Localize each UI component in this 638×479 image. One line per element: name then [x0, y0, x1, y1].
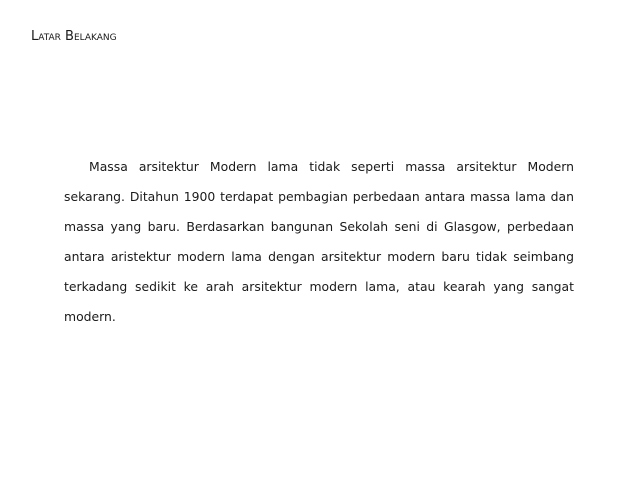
body-paragraph: Massa arsitektur Modern lama tidak seperti massa arsitektur Modern sekarang. Ditahun 1900 terdapat pembagian perbedaan antara massa lama dan massa yang baru. Berdasarkan bangunan Sekolah seni di Glasgow, perbedaan antara aristektur modern lama dengan arsitektur modern baru tidak seimbang terkadang sedikit ke arah arsitektur modern lama, atau kearah yang sangat modern. [64, 159, 574, 324]
slide-title: Latar Belakang [31, 29, 117, 44]
